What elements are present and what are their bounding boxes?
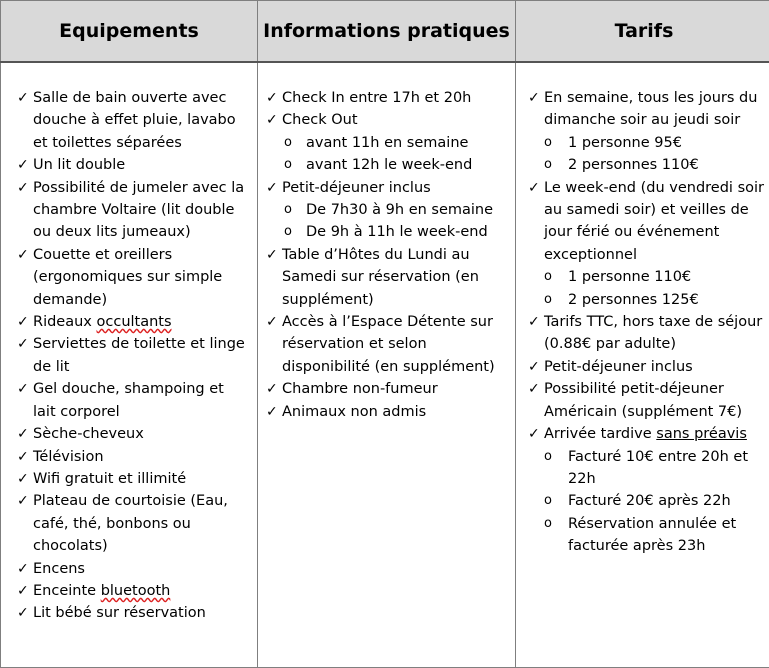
list-item [1,602,251,624]
item-text: Encens [33,560,85,577]
item-text: Un lit double [33,157,126,174]
informations-list [258,63,515,423]
list-item [1,490,251,557]
sub-item-text: 2 personnes 110€ [568,157,699,174]
list-item [516,177,766,267]
item-text: Télévision [33,448,104,465]
sub-item-text: avant 12h le week-end [306,157,473,174]
item-text: Arrivée tardive [544,426,657,443]
item-text: Possibilité petit-déjeuner Américain (supplément 7€) [544,381,743,420]
item-text: Table d’Hôtes du Lundi au Samedi sur réservation (en supplément) [282,246,479,308]
sub-list-item [516,154,766,176]
item-text: Petit-déjeuner inclus [282,179,431,196]
list-item [516,378,766,423]
item-text: Gel douche, shampoing et lait corporel [33,381,224,420]
list-item [258,177,509,199]
list-item [1,177,251,244]
check-mark-icon: ✓ [266,381,278,398]
item-text: Rideaux [33,314,97,331]
item-text: Salle de bain ouverte avec douche à effet pluie, lavabo et toilettes séparées [33,90,236,151]
list-item [258,378,509,400]
item-text: Chambre non-fumeur [282,381,438,398]
check-mark-icon: ✓ [17,336,29,353]
item-text: Lit bébé sur réservation [33,605,206,622]
check-mark-icon: ✓ [17,381,29,398]
list-item [1,244,251,311]
sub-list-item [516,266,766,288]
header-tarifs: Tarifs [516,1,769,63]
check-mark-icon: ✓ [17,470,29,487]
sub-list-item [516,490,766,512]
check-mark-icon: ✓ [528,381,540,398]
sub-item-text: avant 11h en semaine [306,134,469,151]
list-item [516,311,766,356]
check-mark-icon: ✓ [528,314,540,331]
item-text: Petit-déjeuner inclus [544,358,693,375]
sub-list-item [516,132,766,154]
list-item [1,468,251,490]
list-item [1,580,251,602]
item-text: Plateau de courtoisie (Eau, café, thé, bonbons ou chocolats) [33,493,228,555]
sub-list-item [258,154,509,176]
check-mark-icon: ✓ [17,493,29,510]
sub-item-text: Facturé 20€ après 22h [568,493,731,510]
list-item [258,401,509,423]
hollow-circle-bullet-icon: o [544,493,552,509]
check-mark-icon: ✓ [528,426,540,443]
hollow-circle-bullet-icon: o [544,448,552,464]
check-mark-icon: ✓ [17,90,29,106]
underlined-text: sans préavis [656,426,747,443]
check-mark-icon: ✓ [266,179,278,196]
check-mark-icon: ✓ [17,179,29,196]
item-text: Wifi gratuit et illimité [33,470,187,487]
list-item [258,244,509,311]
item-text: Tarifs TTC, hors taxe de séjour (0.88€ par adulte) [544,314,763,353]
sub-item-text: 2 personnes 125€ [568,291,699,308]
tarifs-cell [516,62,769,668]
check-mark-icon: ✓ [17,448,29,465]
check-mark-icon: ✓ [266,403,278,420]
item-text: Enceinte [33,582,101,599]
informations-cell [258,62,516,668]
content-row [1,62,769,668]
check-mark-icon: ✓ [17,560,29,577]
equipements-list [1,63,257,625]
hollow-circle-bullet-icon: o [544,134,552,150]
hollow-circle-bullet-icon: o [544,269,552,285]
sub-list-item [516,513,766,558]
item-text: Le week-end (du vendredi soir au samedi soir) et veilles de jour férié ou événement exceptionnel [544,179,764,263]
check-mark-icon: ✓ [266,112,278,129]
list-item [1,423,251,445]
check-mark-icon: ✓ [266,246,278,263]
check-mark-icon: ✓ [528,358,540,375]
item-text: Sèche-cheveux [33,426,144,443]
sub-item-text: 1 personne 110€ [568,269,692,286]
sub-item-text: 1 personne 95€ [568,134,682,151]
list-item [1,378,251,423]
list-item [1,87,251,154]
list-item [1,446,251,468]
check-mark-icon: ✓ [17,605,29,622]
hollow-circle-bullet-icon: o [544,157,552,173]
check-mark-icon: ✓ [266,314,278,331]
sub-item-text: De 9h à 11h le week-end [306,224,488,241]
list-item [516,87,766,132]
list-item [1,558,251,580]
sub-item-text: Facturé 10€ entre 20h et 22h [568,448,749,487]
list-item [258,311,509,378]
list-item [516,356,766,378]
list-item [1,154,251,176]
check-mark-icon: ✓ [17,157,29,174]
sub-list-item [516,289,766,311]
check-mark-icon: ✓ [17,246,29,263]
list-item [516,423,766,445]
item-text: Serviettes de toilette et linge de lit [33,336,245,375]
item-text: En semaine, tous les jours du dimanche soir au jeudi soir [544,90,758,129]
hollow-circle-bullet-icon: o [284,157,292,173]
list-item [1,333,251,378]
spellcheck-marked-word: bluetooth [100,582,171,599]
hollow-circle-bullet-icon: o [544,515,552,531]
hollow-circle-bullet-icon: o [284,224,292,240]
check-mark-icon: ✓ [528,90,540,106]
hollow-circle-bullet-icon: o [544,291,552,307]
item-text: Check In entre 17h et 20h [282,90,472,106]
item-text: Animaux non admis [282,403,427,420]
list-item [258,87,509,109]
item-text: Couette et oreillers (ergonomiques sur simple demande) [33,246,223,308]
sub-item-text: Réservation annulée et facturée après 23h [568,515,737,555]
tarifs-list [516,63,769,558]
header-informations: Informations pratiques [258,1,516,63]
item-text: Check Out [282,112,358,129]
check-mark-icon: ✓ [17,582,29,599]
header-equipements: Equipements [1,1,258,63]
list-item [1,311,251,333]
item-text: Accès à l’Espace Détente sur réservation et selon disponibilité (en supplément) [282,314,495,375]
check-mark-icon: ✓ [528,179,540,196]
hollow-circle-bullet-icon: o [284,202,292,218]
item-text: Possibilité de jumeler avec la chambre Voltaire (lit double ou deux lits jumeaux) [33,179,245,241]
check-mark-icon: ✓ [17,314,29,331]
sub-list-item [258,199,509,221]
list-item [258,109,509,131]
sub-list-item [258,132,509,154]
spellcheck-marked-word: occultants [96,314,172,331]
check-mark-icon: ✓ [17,426,29,443]
sub-item-text: De 7h30 à 9h en semaine [306,202,494,219]
sub-list-item [258,221,509,243]
header-row [1,1,769,63]
equipements-cell [1,62,258,668]
hollow-circle-bullet-icon: o [284,134,292,150]
check-mark-icon: ✓ [266,90,278,106]
sub-list-item [516,446,766,491]
